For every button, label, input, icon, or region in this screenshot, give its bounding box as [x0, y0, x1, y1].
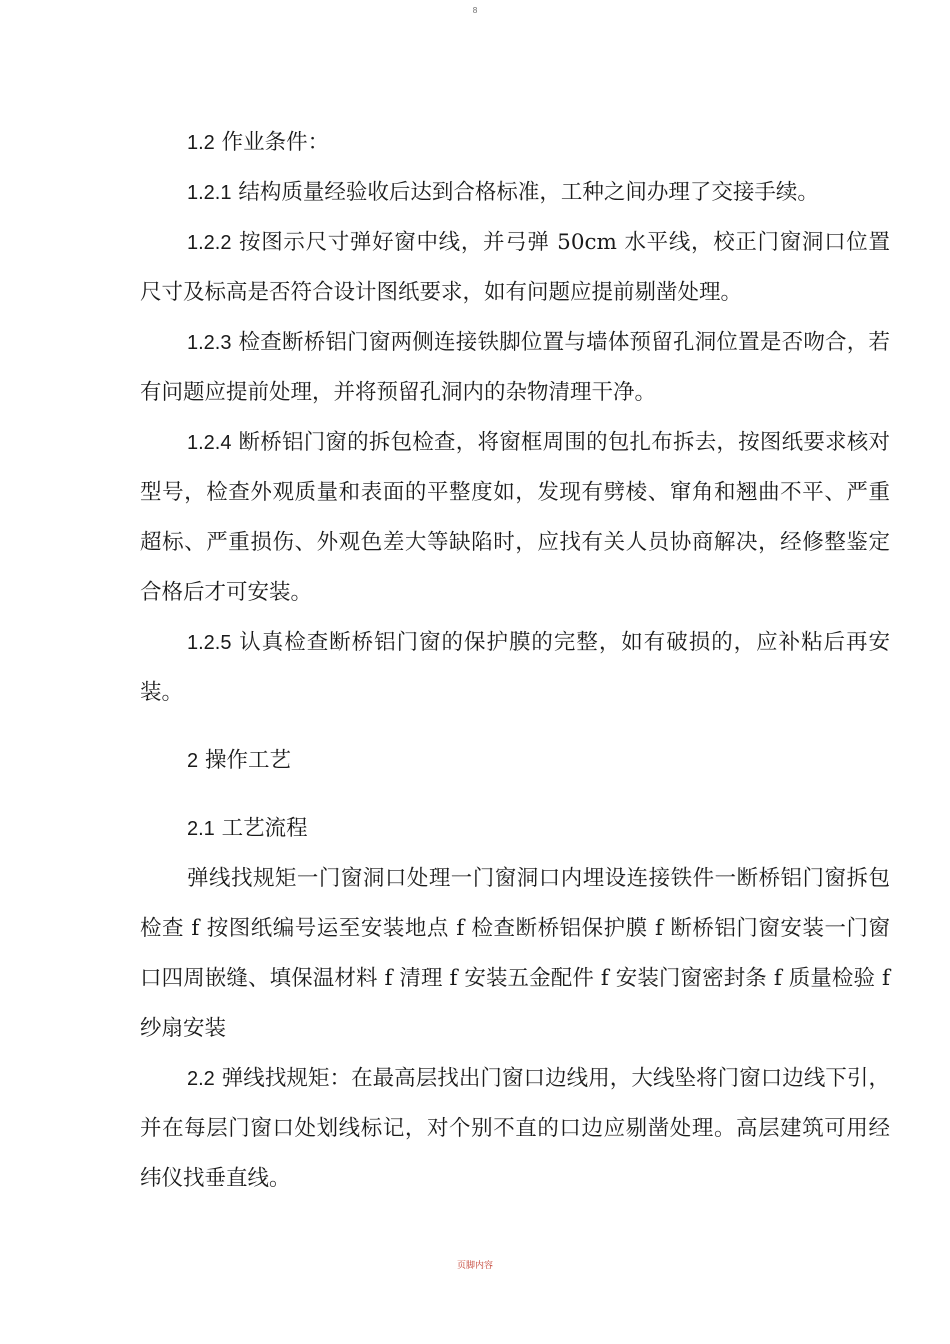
section-number: 1.2.5 — [187, 632, 232, 654]
spacer — [140, 786, 890, 804]
paragraph-text: 弹线找规矩：在最高层找出门窗口边线用，大线坠将门窗口边线下引，并在每层门窗口处划线标记，对个别不直的口边应剔凿处理。高层建筑可用经纬仪找垂直线。 — [140, 1066, 890, 1191]
section-number: 1.2.1 — [187, 182, 232, 204]
paragraph-text: 弹线找规矩一门窗洞口处理一门窗洞口内埋设连接铁件一断桥铝门窗拆包检查 f 按图纸编号运至安装地点 f 检查断桥铝保护膜 f 断桥铝门窗安装一门窗口四周嵌缝、填保温材料 f 清理 f 安装五金配件 f 安装门窗密封条 f 质量检验 f 纱扇安装 — [140, 866, 890, 1041]
paragraph-1-2-2 — [140, 218, 890, 318]
page-footer: 页脚内容 — [456, 1261, 493, 1271]
document-body — [140, 118, 890, 1204]
paragraph-text: 检查断桥铝门窗两侧连接铁脚位置与墙体预留孔洞位置是否吻合，若有问题应提前处理，并将预留孔洞内的杂物清理干净。 — [140, 330, 890, 405]
paragraph-process-flow — [140, 854, 890, 1054]
paragraph-text: 断桥铝门窗的拆包检查，将窗框周围的包扎布拆去，按图纸要求核对型号，检查外观质量和表面的平整度如，发现有劈棱、窜角和翘曲不平、严重超标、严重损伤、外观色差大等缺陷时，应找有关人员协商解决，经修整鉴定合格后才可安装。 — [140, 430, 890, 605]
paragraph-2-2 — [140, 1054, 890, 1204]
section-number: 2.2 — [187, 1068, 215, 1090]
heading-text: 操作工艺 — [198, 748, 291, 773]
section-number: 1.2.2 — [187, 232, 232, 254]
paragraph-text: 结构质量经验收后达到合格标准，工种之间办理了交接手续。 — [231, 180, 819, 205]
section-number: 1.2.4 — [187, 432, 232, 454]
paragraph-1-2 — [140, 118, 890, 168]
paragraph-text: 按图示尺寸弹好窗中线，并弓弹 50cm 水平线，校正门窗洞口位置尺寸及标高是否符合设计图纸要求，如有问题应提前剔凿处理。 — [140, 230, 890, 305]
heading-2 — [140, 736, 890, 786]
section-number: 2 — [187, 750, 199, 772]
paragraph-text: 作业条件： — [214, 130, 330, 155]
heading-text: 工艺流程 — [214, 816, 308, 841]
spacer — [140, 718, 890, 736]
paragraph-1-2-1 — [140, 168, 890, 218]
paragraph-1-2-5 — [140, 618, 890, 718]
heading-2-1 — [140, 804, 890, 854]
paragraph-text: 认真检查断桥铝门窗的保护膜的完整，如有破损的，应补粘后再安装。 — [140, 630, 890, 705]
paragraph-1-2-3 — [140, 318, 890, 418]
page-header-mark: 8 — [472, 6, 478, 15]
paragraph-1-2-4 — [140, 418, 890, 618]
section-number: 1.2.3 — [187, 332, 232, 354]
section-number: 1.2 — [187, 132, 215, 154]
section-number: 2.1 — [187, 818, 215, 840]
